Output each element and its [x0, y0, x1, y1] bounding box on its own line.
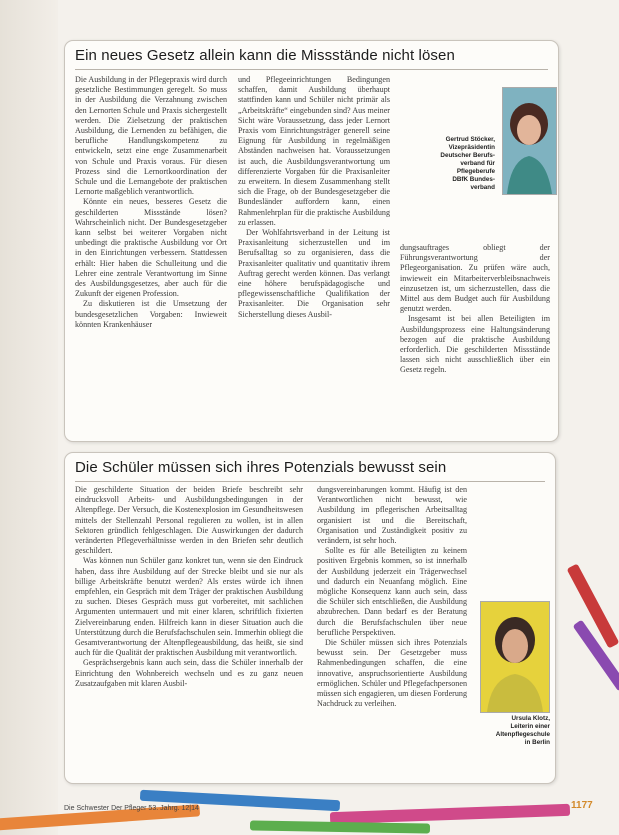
article-2-headline: Die Schüler müssen sich ihres Potenzials bewusst sein — [75, 459, 447, 476]
caption-line: in Berlin — [524, 739, 550, 746]
caption-line: Pflegeberufe — [456, 168, 495, 175]
pencil-pink — [330, 804, 570, 824]
caption-line: verband für — [460, 160, 495, 167]
headline-rule — [75, 481, 545, 482]
article-1-column-3 — [400, 243, 550, 437]
article-1-headline: Ein neues Gesetz allein kann die Missstände nicht lösen — [75, 47, 455, 64]
article-1-column-2 — [238, 75, 390, 437]
caption-line: Deutscher Berufs- — [440, 152, 495, 159]
paragraph: Zu diskutieren ist die Umsetzung der bundesgesetzlichen Vorgaben: Inwieweit könnten Krankenhäuser — [75, 299, 227, 329]
caption-line: Ursula Klotz, — [511, 715, 550, 722]
paragraph: Die geschilderte Situation der beiden Briefe beschreibt sehr eindrucksvoll Arbeits- und Ausbildungsbedingungen in der Altenpflege. Der Versuch, die Kostenexplosion im Gesundheitswesen mittels der Stellenzahl Personal regulieren zu wollen, ist in allen Sektoren gründlich fehlgeschlagen. Die Auswirkungen der dadurch veränderten Pflegeverhältnisse werden in den Briefen sehr deutlich geschildert. — [75, 485, 303, 556]
caption-line: verband — [470, 184, 495, 191]
paragraph: Insgesamt ist bei allen Beteiligten im Ausbildungsprozess eine Haltungsänderung bezogen auf die praktische Ausbildung erforderlich. Die geschilderten Missstände lassen sich nicht ausschließlich über ein Gesetz regeln. — [400, 314, 550, 375]
paragraph: Die Schüler müssen sich ihres Potenzials bewusst sein. Der Gesetzgeber muss Rahmenbedingungen schaffen, die eine innovative, anspruchsorientierte Ausbildung ermöglichen. Schüler und Pflegefachpersonen müssen sich engagieren, um diesen Forderung Nachdruck zu verleihen. — [317, 638, 467, 709]
photo-caption-klotz — [470, 715, 550, 747]
paragraph: dungsauftrages obliegt der Führungsverantwortung der Pflegeorganisation. Zu prüfen wäre auch, inwieweit ein Mitarbeiterverbleibsnachweis einzusetzen ist, um sicherzustellen, dass die Mittel aus dem Budget auch für Ausbildung genutzt werden. — [400, 243, 550, 314]
article-2-column-1 — [75, 485, 303, 781]
article-1-column-1 — [75, 75, 227, 437]
portrait-photo-stoecker — [502, 87, 557, 195]
paragraph: und Pflegeeinrichtungen Bedingungen schaffen, damit Ausbildung überhaupt stattfinden kann und Schüler nicht primär als „Arbeitskräfte“ eingebunden sind? Aus meiner Sicht wäre Voraussetzung, dass jeder Lernort Praxis vom Einrichtungsträger generell seine Eignung für Ausbildung in regelmäßigen Abständen nachweisen hat. Voraussetzungen ist auch, die Ausbildungsverantwortung um differenzierte Vorgaben für die Praxisanleiter zu erweitern. In diesem Zusammenhang stellt sich die Frage, ob der Bundesgesetzgeber die Bundesländer auffordern kann, einen Rahmenlehrplan für die praktische Ausbildung zu erlassen. — [238, 75, 390, 227]
caption-line: DBfK Bundes- — [452, 176, 495, 183]
photo-caption-stoecker — [395, 136, 495, 192]
paragraph: dungsvereinbarungen kommt. Häufig ist den Verantwortlichen nicht bewusst, wie Ausbildung im pflegerischen Arbeitsalltag organisiert ist und die Bereitschaft, Organisation und Zuständigkeit positiv zu verändern, ist sehr hoch. — [317, 485, 467, 546]
article-2-column-2 — [317, 485, 467, 781]
portrait-photo-klotz — [480, 601, 550, 713]
caption-line: Vizepräsidentin — [448, 144, 495, 151]
caption-line: Gertrud Stöcker, — [445, 136, 495, 143]
page-number: 1177 — [571, 800, 593, 811]
portrait-illustration — [503, 88, 556, 194]
pencil-green — [250, 820, 430, 833]
page-gutter-shadow — [0, 0, 58, 835]
paragraph: Sollte es für alle Beteiligten zu keinem positiven Ergebnis kommen, so ist innerhalb der Ausbildung jederzeit ein Trägerwechsel und dadurch ein Neuanfang möglich. Eine mögliche Konsequenz kann auch sein, dass die Schüler sich entschließen, die Ausbildung abzubrechen. Dann bedarf es der Beratung durch die Berufsfachschulen über neue berufliche Perspektiven. — [317, 546, 467, 637]
paragraph: Könnte ein neues, besseres Gesetz die geschilderten Missstände lösen? Wahrscheinlich nicht. Der Bundesgesetzgeber kann selbst bei weiterer Vorgaben nicht unbedingt die praktische Ausbildung vor Ort in den Einrichtungen verbessern. Stattdessen erhält: Hier haben die Schulleitung und die Lehrer eine zentrale Verantwortung im Sinne des Ausbildungsgesetzes, aber auch für die Zukunft der eigenen Profession. — [75, 197, 227, 299]
headline-rule — [75, 69, 548, 70]
caption-line: Altenpflegeschule — [495, 731, 550, 738]
article-box-1 — [64, 40, 559, 442]
footer-source: Die Schwester Der Pfleger 53. Jahrg. 12|14 — [64, 805, 199, 812]
paragraph: Die Ausbildung in der Pflegepraxis wird durch gesetzliche Bestimmungen geregelt. So muss in der Ausbildung die Verzahnung zwischen den Lernorten Schule und Praxis sichergestellt werden. Die Zielsetzung der praktischen Ausbildung, die Lernenden zu befähigen, die berufliche Handlungskompetenz zu entwickeln, setzt eine enge Zusammenarbeit von Schule und Praxis voraus. Für diesen Prozess sind die Lernortkoordination der Schule und die Lernangebote der praktischen Lernorte maßgeblich verantwortlich. — [75, 75, 227, 197]
article-box-2 — [64, 452, 556, 784]
paragraph: Der Wohlfahrtsverband in der Leitung ist Praxisanleitung sicherzustellen und im Berufsalltag so zu organisieren, dass die Praxisanleiter qualitativ und quantitativ ihrem Auftrag gerecht werden können. Das verlangt eine höhere berufspädagogische und pflegewissenschaftliche Qualifikation der Praxisanleiter. Die Organisation sehr Sicherstellung dieses Ausbil- — [238, 228, 390, 319]
caption-line: Leiterin einer — [510, 723, 550, 730]
paragraph: Was können nun Schüler ganz konkret tun, wenn sie den Eindruck haben, dass ihre Ausbildung auf der Strecke bleibt und sie nur als billige Arbeitskräfte benutzt werden? Als erstes würde ich ihnen empfehlen, ein Gespräch mit dem Träger der praktischen Ausbildung zu suchen. Dieses Gespräch muss gut vorbereitet, mit sachlichen Argumenten untermauert und mit einer klaren, schriftlich fixierten Zielvereinbarung enden. Hilfreich kann in dieser Situation auch die Unterstützung durch die Berufsfachschulen sein. Immerhin obliegt die Gesamtverantwortung der Altenpflegeausbildung, das heißt, sie sind auch für die Qualität der praktischen Ausbildung mit verantwortlich. — [75, 556, 303, 658]
portrait-illustration — [481, 602, 549, 712]
paragraph: Gesprächsergebnis kann auch sein, dass die Schüler innerhalb der Einrichtung den Wohnbereich wechseln und es zu ganz neuen Zusatzaufgaben mit klaren Ausbil- — [75, 658, 303, 688]
